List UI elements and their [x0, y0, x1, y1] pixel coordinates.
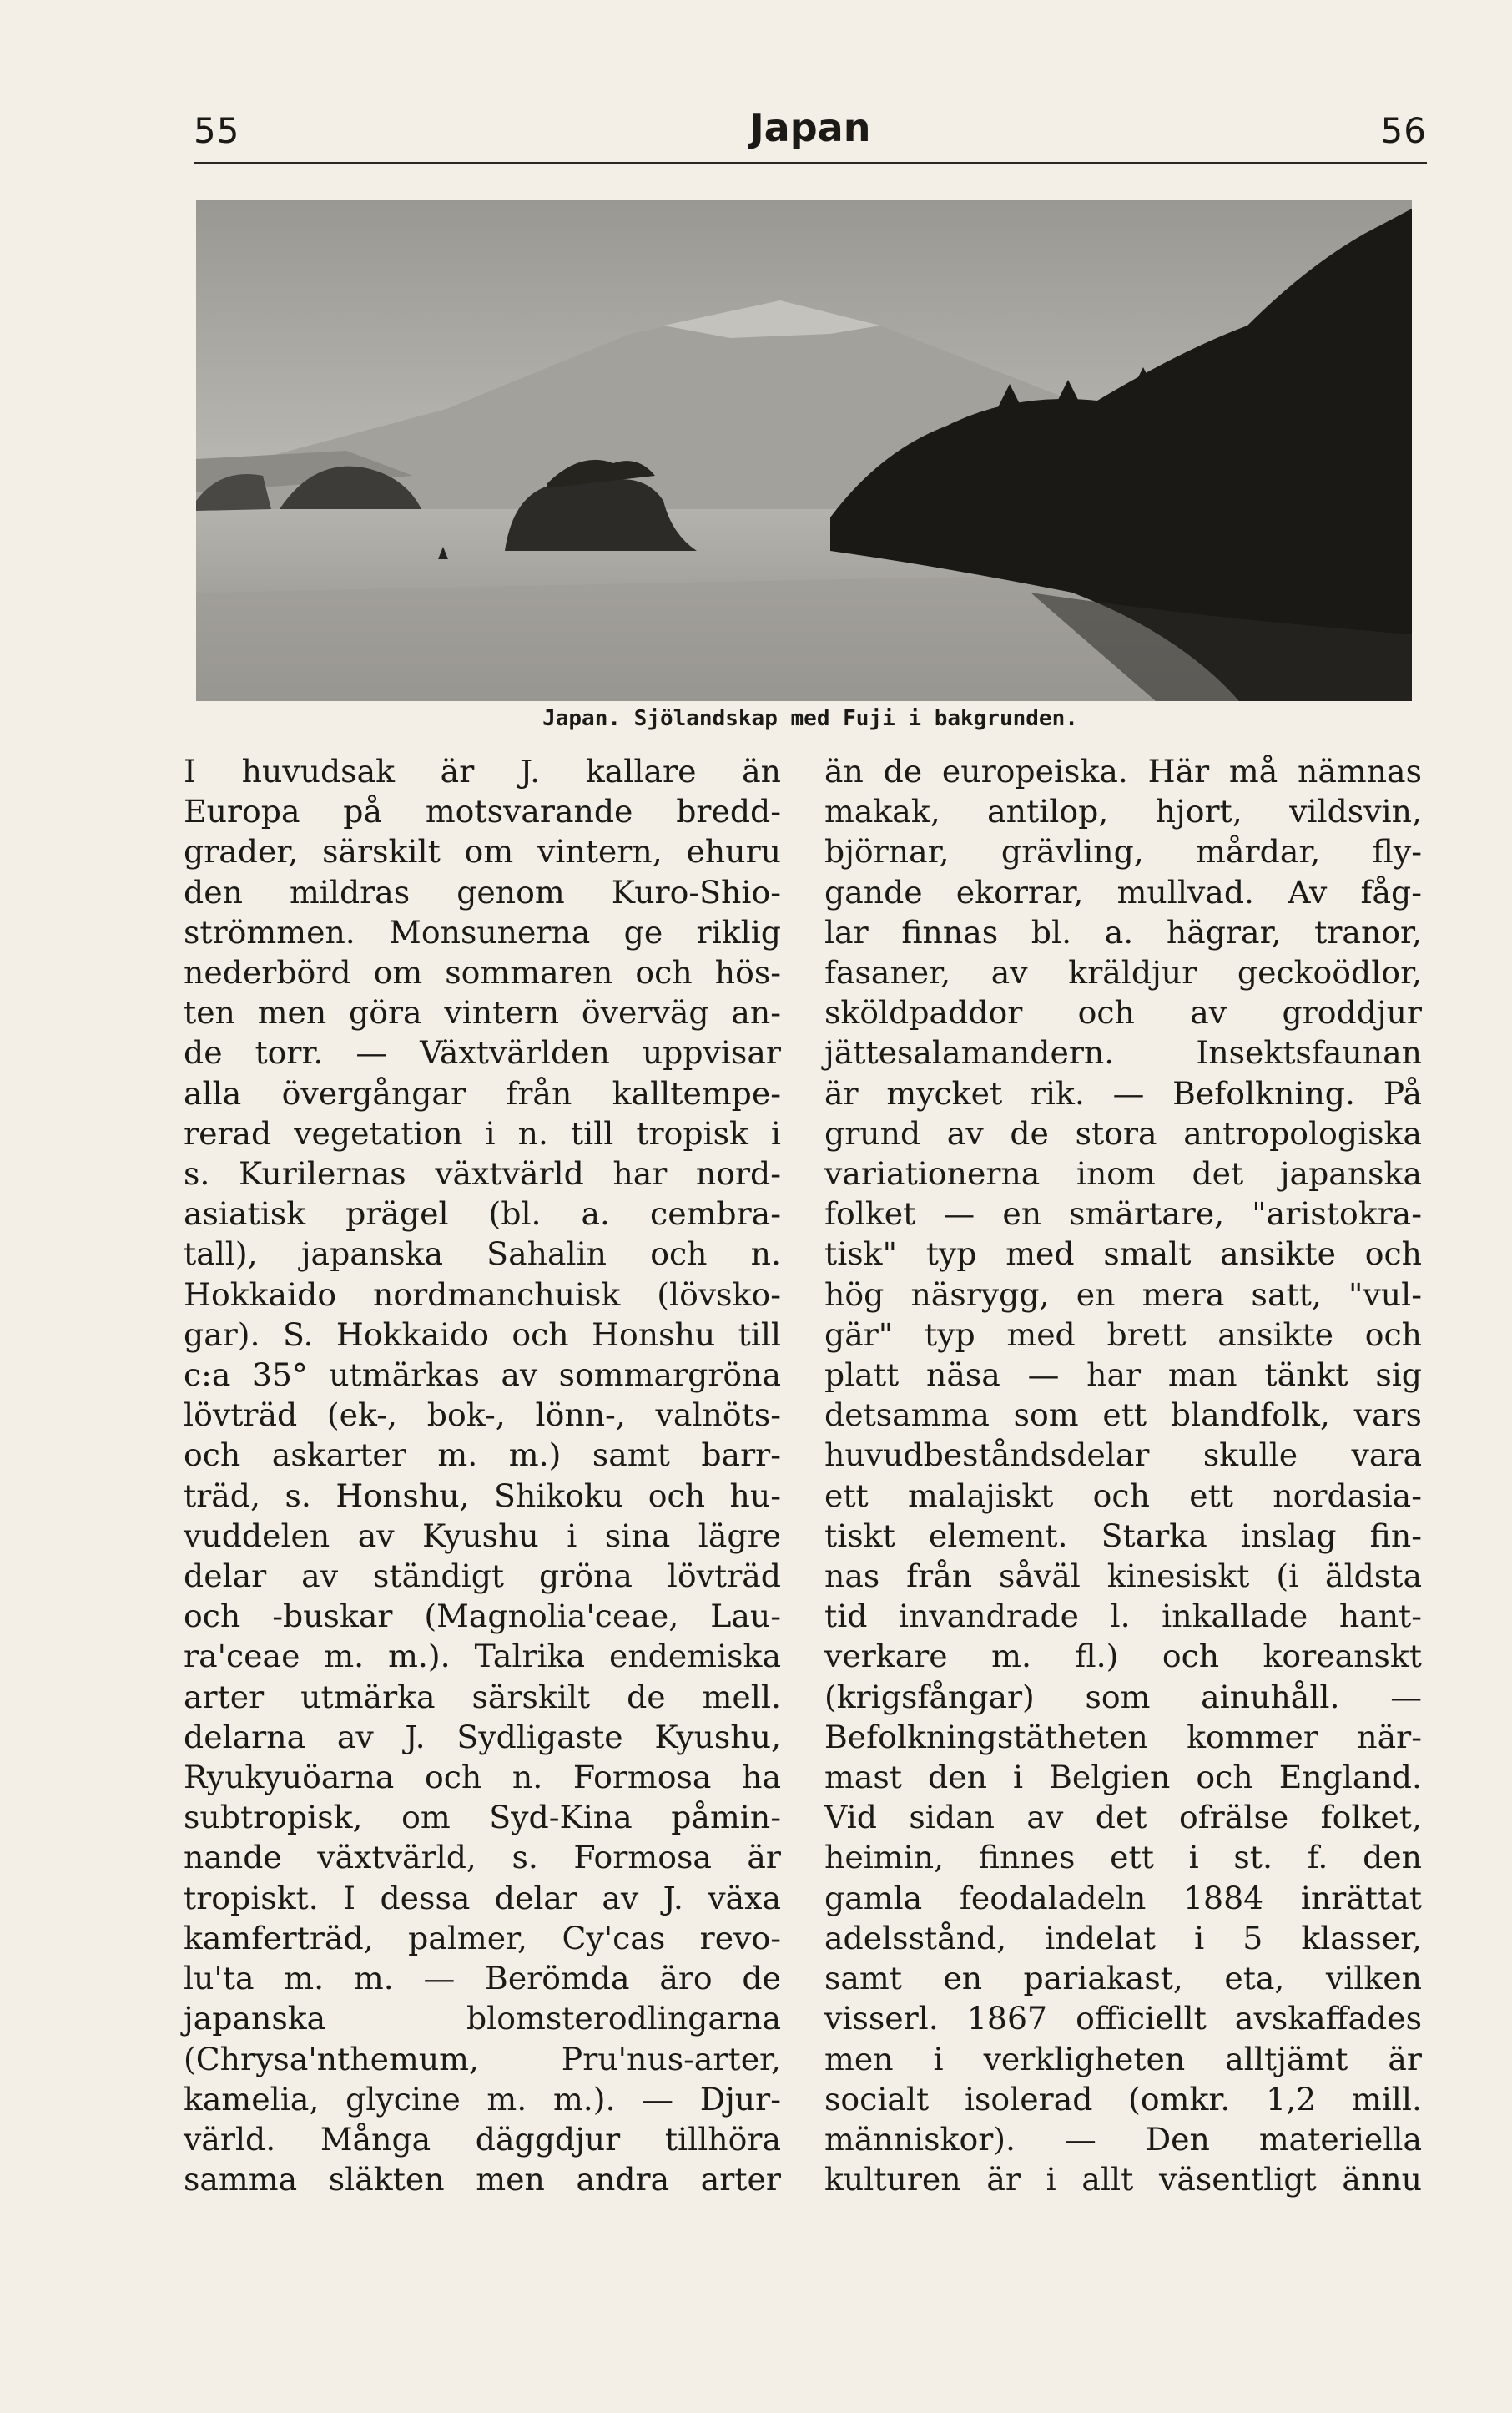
text-line: samt en pariakast, eta, vilken — [824, 1960, 1422, 1997]
text-line: sköldpaddor och av groddjur — [824, 994, 1422, 1032]
text-line: Vid sidan av det ofrälse folket, — [824, 1799, 1422, 1836]
text-line: folket — en smärtare, "aristokra- — [824, 1195, 1422, 1233]
text-line: vuddelen av Kyushu i sina lägre — [184, 1517, 781, 1554]
text-line: än de europeiska. Här må nämnas — [824, 753, 1422, 790]
text-line: adelsstånd, indelat i 5 klasser, — [824, 1919, 1422, 1956]
text-line: c:a 35° utmärkas av sommargröna — [184, 1356, 781, 1394]
text-line: gär" typ med brett ansikte och — [824, 1315, 1422, 1353]
text-line: lar finnas bl. a. hägrar, tranor, — [824, 913, 1422, 951]
text-line: makak, antilop, hjort, vildsvin, — [824, 793, 1422, 830]
page-title: Japan — [749, 105, 871, 150]
text-line: huvudbeståndsdelar skulle vara — [824, 1436, 1422, 1474]
text-line: och -buskar (Magnolia'ceae, Lau- — [184, 1598, 781, 1635]
figure-caption: Japan. Sjölandskap med Fuji i bakgrunden. — [542, 706, 1078, 731]
text-line: arter utmärka särskilt de mell. — [184, 1678, 781, 1715]
text-line: s. Kurilernas växtvärld har nord- — [184, 1155, 781, 1193]
text-line: nande växtvärld, s. Formosa är — [184, 1839, 781, 1876]
text-line: gar). S. Hokkaido och Honshu till — [184, 1315, 781, 1353]
text-line: (krigsfångar) som ainuhåll. — — [824, 1678, 1422, 1715]
text-line: gamla feodaladeln 1884 inrättat — [824, 1879, 1422, 1916]
text-line: subtropisk, om Syd-Kina påmin- — [184, 1799, 781, 1836]
text-line: Europa på motsvarande bredd- — [184, 793, 781, 830]
text-column-left — [184, 751, 781, 2199]
text-line: kamferträd, palmer, Cy'cas revo- — [184, 1919, 781, 1956]
text-line: tisk" typ med smalt ansikte och — [824, 1235, 1422, 1273]
page-number-left: 55 — [194, 110, 240, 151]
running-header — [194, 98, 1427, 164]
text-line: (Chrysa'nthemum, Pru'nus-arter, — [184, 2040, 781, 2077]
text-line: nas från såväl kinesiskt (i äldsta — [824, 1557, 1422, 1595]
text-line: den mildras genom Kuro-Shio- — [184, 873, 781, 911]
text-line: variationerna inom det japanska — [824, 1155, 1422, 1193]
text-line: men i verkligheten alltjämt är — [824, 2040, 1422, 2077]
text-line: och askarter m. m.) samt barr- — [184, 1436, 781, 1474]
text-line: jättesalamandern. Insektsfaunan — [824, 1034, 1422, 1072]
text-line: asiatisk prägel (bl. a. cembra- — [184, 1195, 781, 1233]
text-line: gande ekorrar, mullvad. Av fåg- — [824, 873, 1422, 911]
text-column-right — [824, 751, 1422, 2199]
text-line: hög näsrygg, en mera satt, "vul- — [824, 1275, 1422, 1313]
text-line: grader, särskilt om vintern, ehuru — [184, 833, 781, 871]
landscape-photo — [196, 200, 1412, 701]
text-line: delarna av J. Sydligaste Kyushu, — [184, 1718, 781, 1755]
text-line: värld. Många däggdjur tillhöra — [184, 2120, 781, 2158]
page-number-right: 56 — [1380, 110, 1427, 151]
text-line: mast den i Belgien och England. — [824, 1759, 1422, 1796]
text-line: samma släkten men andra arter — [184, 2161, 781, 2198]
text-line: Ryukyuöarna och n. Formosa ha — [184, 1759, 781, 1796]
text-line: japanska blomsterodlingarna — [184, 2000, 781, 2037]
text-line: träd, s. Honshu, Shikoku och hu- — [184, 1477, 781, 1514]
text-line: strömmen. Monsunerna ge riklig — [184, 913, 781, 951]
text-line: kamelia, glycine m. m.). — Djur- — [184, 2080, 781, 2118]
text-line: I huvudsak är J. kallare än — [184, 753, 781, 790]
text-line: Befolkningstätheten kommer när- — [824, 1718, 1422, 1755]
text-line: verkare m. fl.) och koreanskt — [824, 1638, 1422, 1675]
text-line: heimin, finnes ett i st. f. den — [824, 1839, 1422, 1876]
text-line: lövträd (ek-, bok-, lönn-, valnöts- — [184, 1396, 781, 1434]
text-line: björnar, grävling, mårdar, fly- — [824, 833, 1422, 871]
text-line: platt näsa — har man tänkt sig — [824, 1356, 1422, 1394]
text-line: tid invandrade l. inkallade hant- — [824, 1598, 1422, 1635]
text-line: de torr. — Växtvärlden uppvisar — [184, 1034, 781, 1072]
text-line: ra'ceae m. m.). Talrika endemiska — [184, 1638, 781, 1675]
text-line: nederbörd om sommaren och hös- — [184, 954, 781, 992]
text-line: kulturen är i allt väsentligt ännu — [824, 2161, 1422, 2198]
text-line: grund av de stora antropologiska — [824, 1114, 1422, 1152]
text-line: fasaner, av kräldjur geckoödlor, — [824, 954, 1422, 992]
text-line: delar av ständigt gröna lövträd — [184, 1557, 781, 1595]
text-line: alla övergångar från kalltempe- — [184, 1074, 781, 1112]
text-line: tall), japanska Sahalin och n. — [184, 1235, 781, 1273]
text-line: lu'ta m. m. — Berömda äro de — [184, 1960, 781, 1997]
text-line: rerad vegetation i n. till tropisk i — [184, 1114, 781, 1152]
text-line: är mycket rik. — Befolkning. På — [824, 1074, 1422, 1112]
text-line: människor). — Den materiella — [824, 2120, 1422, 2158]
text-line: detsamma som ett blandfolk, vars — [824, 1396, 1422, 1434]
text-line: Hokkaido nordmanchuisk (lövsko- — [184, 1275, 781, 1313]
text-line: socialt isolerad (omkr. 1,2 mill. — [824, 2080, 1422, 2118]
text-line: ett malajiskt och ett nordasia- — [824, 1477, 1422, 1514]
text-line: ten men göra vintern överväg an- — [184, 994, 781, 1032]
text-line: tropiskt. I dessa delar av J. växa — [184, 1879, 781, 1916]
text-line: tiskt element. Starka inslag fin- — [824, 1517, 1422, 1554]
text-line: visserl. 1867 officiellt avskaffades — [824, 2000, 1422, 2037]
